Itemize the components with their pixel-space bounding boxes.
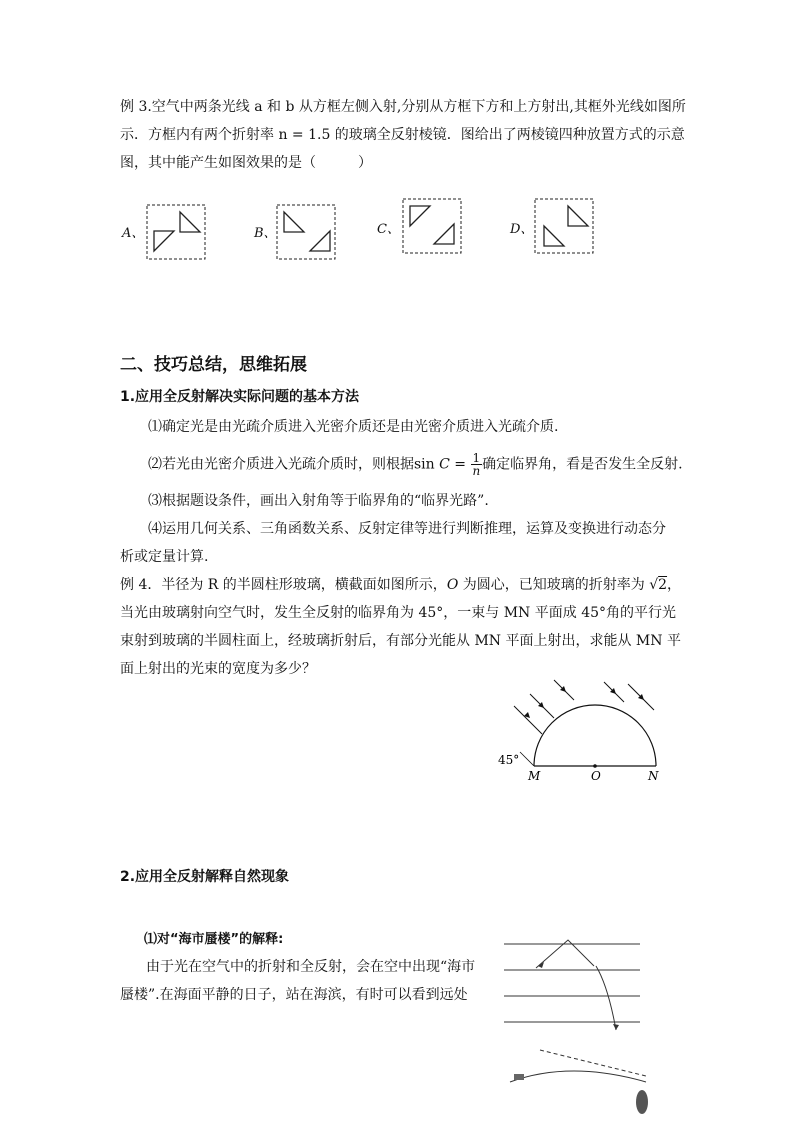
mirage-line1: 由于光在空气中的折射和全反射，会在空中出现“海市 <box>146 959 476 975</box>
mirage-diagram <box>500 936 650 1116</box>
example3-line1: 例 3.空气中两条光线 a 和 b 从方框左侧入射,分别从方框下方和上方射出,其框外光线如图所 <box>120 99 686 115</box>
point-o-label: O <box>591 769 601 783</box>
example4-line3: 束射到玻璃的半圆柱面上，经玻璃折射后，有部分光能从 MN 平面上射出，求能从 MN 平 <box>120 633 681 649</box>
option-d-label: D、 <box>510 222 534 237</box>
option-b-label: B、 <box>254 226 277 241</box>
method-item-1: ⑴确定光是由光疏介质进入光密介质还是由光密介质进入光疏介质. <box>148 419 559 435</box>
subsection-2-heading: 2.应用全反射解释自然现象 <box>120 869 290 885</box>
example3-line2: 示．方框内有两个折射率 n = 1.5 的玻璃全反射棱镜．图给出了两棱镜四种放置方式的示意 <box>120 127 685 143</box>
example4-line1: 例 4．半径为 R 的半圆柱形玻璃，横截面如图所示，O 为圆心，已知玻璃的折射率为 √2， <box>120 577 682 593</box>
method-item-2: ⑵若光由光密介质进入光疏介质时，则根据sin C = $\frac{1}{n}$ 确定临界角，看是否发生全反射. <box>148 451 683 478</box>
example4-line4: 面上射出的光束的宽度为多少？ <box>120 661 316 677</box>
option-c-label: C、 <box>377 222 400 237</box>
angle-label: 45° <box>498 753 520 767</box>
fraction-1-over-n: $\frac{1}{n}$ <box>472 451 481 478</box>
option-a-label: A、 <box>122 226 145 241</box>
example3-line3: 图，其中能产生如图效果的是（ ） <box>120 155 372 171</box>
point-n-label: N <box>648 769 659 783</box>
method-item-4-line1: ⑷运用几何关系、三角函数关系、反射定律等进行判断推理，运算及变换进行动态分 <box>148 521 666 537</box>
section-heading: 二、技巧总结，思维拓展 <box>120 355 307 375</box>
subsection-1-heading: 1.应用全反射解决实际问题的基本方法 <box>120 389 360 405</box>
option-a-diagram <box>146 204 206 260</box>
point-m-label: M <box>528 769 541 783</box>
method-item-3: ⑶根据题设条件，画出入射角等于临界角的“临界光路”. <box>148 493 489 509</box>
mirage-line2: 蜃楼”.在海面平静的日子，站在海滨，有时可以看到远处 <box>120 987 468 1003</box>
mirage-title: ⑴对“海市蜃楼”的解释: <box>144 932 284 947</box>
semicircle-figure <box>494 676 684 786</box>
option-d-diagram <box>534 198 594 254</box>
option-b-diagram <box>276 204 336 260</box>
option-c-diagram <box>402 198 462 254</box>
method-item-4-line2: 析或定量计算. <box>120 549 209 565</box>
example4-line2: 当光由玻璃射向空气时，发生全反射的临界角为 45°，一束与 MN 平面成 45°角的平行光 <box>120 605 677 621</box>
